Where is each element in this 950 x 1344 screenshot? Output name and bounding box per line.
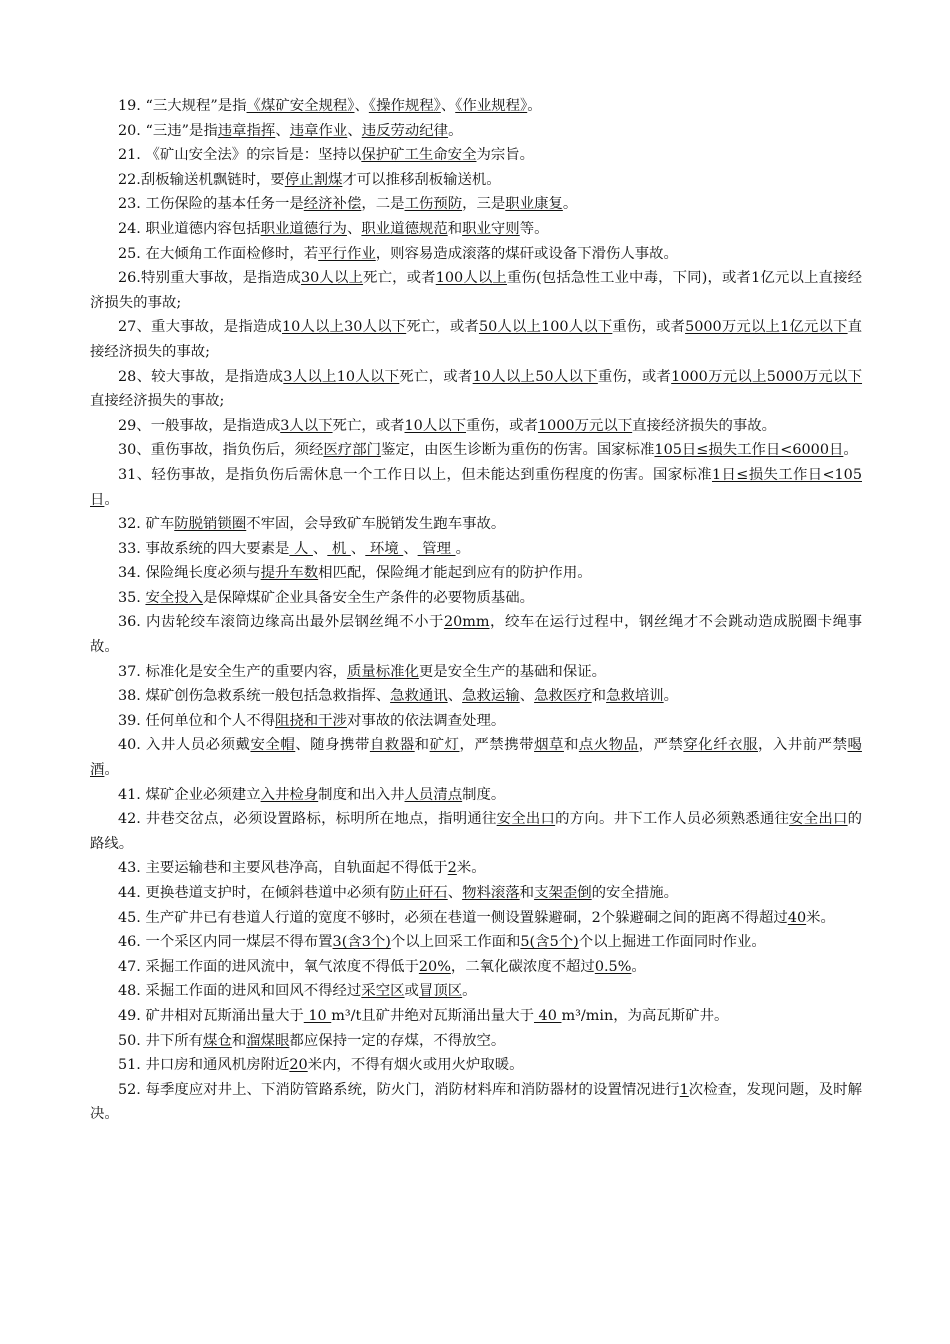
question-text: 、 xyxy=(519,688,535,705)
question-text: 19. “三大规程”是指 xyxy=(118,98,247,114)
question-text: ，二是 xyxy=(361,196,405,213)
question-text: 、 xyxy=(447,885,463,901)
list-item xyxy=(90,906,862,931)
answer-blank: 物料滚落 xyxy=(462,885,520,901)
question-text: ，三是 xyxy=(462,196,506,213)
answer-blank: 《煤矿安全规程》 xyxy=(246,98,355,114)
question-text: 33. 事故系统的四大要素是 xyxy=(118,540,290,557)
answer-blank: 停止割煤 xyxy=(284,171,343,188)
question-text: 43. 主要运输巷和主要风巷净高，自轨面起不得低于 xyxy=(118,860,448,877)
question-text: 、 xyxy=(350,540,366,557)
question-text: 21. 《矿山安全法》的宗旨是：坚持以 xyxy=(118,147,362,164)
answer-blank: 5000万元以上1亿元以下 xyxy=(685,319,848,336)
question-text: 次检查，发现问题，及时解决。 xyxy=(90,1081,862,1123)
question-text: 37. 标准化是安全生产的重要内容， xyxy=(118,663,347,680)
answer-blank: 1000万元以上5000万元以下 xyxy=(671,368,863,385)
question-text: 34. 保险绳长度必须与 xyxy=(118,565,261,582)
question-text: 20. “三违”是指 xyxy=(118,122,218,139)
answer-blank: 矿灯 xyxy=(429,737,460,754)
question-text: 。 xyxy=(455,540,470,557)
question-text: 死亡，或者 xyxy=(406,319,479,336)
question-text: 47. 采掘工作面的进风流中，氧气浓度不得低于 xyxy=(118,958,419,975)
question-text: 死亡，或者 xyxy=(332,417,405,434)
question-text: 35. xyxy=(118,589,146,606)
question-text: 32. 矿车 xyxy=(118,516,175,533)
question-text: 。 xyxy=(448,122,463,139)
question-text: 45. 生产矿井已有巷道人行道的宽度不够时，必须在巷道一侧设置躲避硐，2个躲避硐之间的距离不得超过 xyxy=(118,909,788,926)
answer-blank: 自救器 xyxy=(369,737,415,754)
list-item xyxy=(90,266,862,315)
question-text: 39. 任何单位和个人不得 xyxy=(118,712,275,729)
list-item xyxy=(90,1053,862,1078)
answer-blank: 职业道德规范 xyxy=(361,220,448,237)
question-text: 27、重大事故，是指造成 xyxy=(118,319,282,336)
answer-blank: 管理 xyxy=(417,540,456,557)
answer-blank: 提升车数 xyxy=(260,565,319,582)
question-text: 36. 内齿轮绞车滚筒边缘高出最外层钢丝绳不小于 xyxy=(118,614,444,631)
answer-blank: 50人以上100人以下 xyxy=(478,319,613,336)
answer-blank: 支架歪倒 xyxy=(534,885,592,901)
answer-blank: 职业守则 xyxy=(462,220,520,237)
answer-blank: 100人以上 xyxy=(435,270,507,287)
question-text: 米内，不得有烟火或用火炉取暖。 xyxy=(307,1057,524,1074)
answer-blank: 105日≤损失工作日<6000日 xyxy=(654,442,844,459)
answer-blank: 保护矿工生命安全 xyxy=(361,147,477,164)
question-text: 为宗旨。 xyxy=(476,147,535,164)
question-text: 死亡，或者 xyxy=(399,368,473,385)
list-item xyxy=(90,610,862,659)
question-text: 等。 xyxy=(519,220,549,237)
question-text: 、 xyxy=(440,98,456,114)
question-text: 42. 井巷交岔点，必须设置路标，标明所在地点，指明通往 xyxy=(118,811,497,828)
list-item xyxy=(90,807,862,856)
answer-blank: 5(含5个) xyxy=(520,934,579,951)
list-item xyxy=(90,512,862,537)
question-text: 和 xyxy=(447,220,463,237)
answer-blank: 防止矸石 xyxy=(390,885,448,901)
question-text: 制度。 xyxy=(462,786,506,803)
question-text: ，严禁 xyxy=(638,737,684,754)
question-text: 才可以推移刮板输送机。 xyxy=(342,171,501,188)
question-text: ，则容易造成滚落的煤矸或设备下滑伤人事故。 xyxy=(375,245,678,262)
answer-blank: 安全帽 xyxy=(250,737,296,754)
question-text: 22.刮板输送机飘链时，要 xyxy=(118,171,285,188)
question-text: 的路线。 xyxy=(90,811,862,852)
question-text: 、 xyxy=(447,688,463,705)
list-item xyxy=(90,930,862,955)
question-text: 。 xyxy=(462,983,477,1000)
question-text: 。 xyxy=(104,762,119,779)
answer-blank: 机 xyxy=(327,540,351,557)
question-text: 。 xyxy=(843,442,858,459)
question-text: ，入井前严禁 xyxy=(757,737,848,754)
question-text: 重伤，或者 xyxy=(612,319,686,336)
question-text: 米。 xyxy=(806,909,835,926)
answer-blank: 急救培训 xyxy=(606,688,664,705)
answer-blank: 10人以上30人以下 xyxy=(281,319,407,336)
answer-blank: 40 xyxy=(787,909,807,926)
list-item xyxy=(90,979,862,1004)
answer-blank: 阻挠和干涉 xyxy=(274,712,347,729)
answer-blank: 烟草 xyxy=(534,737,564,754)
question-text: 和 xyxy=(591,688,607,705)
list-item xyxy=(90,709,862,734)
answer-blank: 急救运输 xyxy=(462,688,520,705)
question-text: 是保障煤矿企业具备安全生产条件的必要物质基础。 xyxy=(203,589,535,606)
answer-blank: 冒顶区 xyxy=(418,983,463,1000)
answer-blank: 10 xyxy=(303,1007,332,1024)
question-text: 、 xyxy=(347,122,362,139)
answer-blank: 1 xyxy=(679,1081,689,1098)
answer-blank: 1日≤损失工作日<105日 xyxy=(90,466,862,508)
list-item xyxy=(90,660,862,685)
question-text: 49. 矿井相对瓦斯涌出量大于 xyxy=(118,1007,304,1024)
answer-blank: 人 xyxy=(289,540,313,557)
question-text: 直接经济损失的事故; xyxy=(90,393,225,410)
question-text: ，二氧化碳浓度不超过 xyxy=(450,958,595,975)
answer-blank: 违反劳动纪律 xyxy=(361,122,449,139)
answer-blank: 点火物品 xyxy=(578,737,639,754)
question-text: 直接经济损失的事故。 xyxy=(632,417,777,434)
list-item xyxy=(90,684,862,709)
question-text: 不牢固，会导致矿车脱销发生跑车事故。 xyxy=(246,516,506,533)
list-item xyxy=(90,438,862,463)
answer-blank: 人员清点 xyxy=(404,786,463,803)
question-text: 相匹配，保险绳才能起到应有的防护作用。 xyxy=(318,565,592,582)
question-text: 48. 采掘工作面的进风和回风不得经过 xyxy=(118,983,362,1000)
answer-blank: 职业道德行为 xyxy=(260,220,347,237)
list-item xyxy=(90,1029,862,1054)
question-text: 和 xyxy=(519,885,535,901)
question-text: 和 xyxy=(414,737,430,754)
question-text: 、 xyxy=(346,220,362,237)
list-item xyxy=(90,1078,862,1127)
question-text: 和 xyxy=(563,737,579,754)
question-text: m³/min，为高瓦斯矿井。 xyxy=(561,1007,729,1024)
question-text: 、 xyxy=(354,98,369,114)
list-item xyxy=(90,561,862,586)
answer-blank: 3人以下 xyxy=(280,417,333,434)
list-item xyxy=(90,1004,862,1029)
list-item xyxy=(90,217,862,242)
list-item xyxy=(90,463,862,512)
answer-blank: 急救医疗 xyxy=(534,688,592,705)
question-text: 38. 煤矿创伤急救系统一般包括急救指挥、 xyxy=(118,688,391,705)
question-text: 个以上掘进工作面同时作业。 xyxy=(578,934,766,951)
list-item xyxy=(90,315,862,364)
question-text: 29、一般事故，是指造成 xyxy=(118,417,281,434)
question-text: m³/t且矿井绝对瓦斯涌出量大于 xyxy=(331,1007,534,1024)
answer-blank: 采空区 xyxy=(361,983,405,1000)
question-text: 41. 煤矿企业必须建立 xyxy=(118,786,261,803)
question-text: 米。 xyxy=(456,860,486,877)
question-text: 30、重伤事故，指负伤后，须经 xyxy=(118,442,324,459)
question-text: 、随身携带 xyxy=(295,737,370,754)
list-item xyxy=(90,955,862,980)
question-text: 死亡，或者 xyxy=(363,270,436,287)
list-item xyxy=(90,119,862,144)
document-body xyxy=(90,94,862,1127)
question-text: 。 xyxy=(104,491,119,508)
answer-blank: 10人以下 xyxy=(404,417,466,434)
question-text: ，严禁携带 xyxy=(459,737,535,754)
answer-blank: 3人以上10人以下 xyxy=(283,368,400,385)
question-text: 51. 井口房和通风机房附近 xyxy=(118,1057,290,1074)
question-text: 46. 一个采区内同一煤层不得布置 xyxy=(118,934,333,951)
list-item xyxy=(90,537,862,562)
question-text: 直接经济损失的事故; xyxy=(90,319,862,360)
list-item xyxy=(90,168,862,193)
answer-blank: 穿化纤衣服 xyxy=(683,737,758,754)
question-text: 。 xyxy=(663,688,679,705)
answer-blank: 安全投入 xyxy=(145,589,204,606)
answer-blank: 30人以上 xyxy=(300,270,364,287)
answer-blank: 3(含3个) xyxy=(332,934,391,951)
answer-blank: 20% xyxy=(418,958,451,975)
answer-blank: 20 xyxy=(289,1057,308,1074)
answer-blank: 20mm xyxy=(443,614,490,631)
question-text: 31、轻伤事故，是指负伤后需休息一个工作日以上，但未能达到重伤程度的伤害。国家标准 xyxy=(118,466,713,483)
question-text: 、 xyxy=(403,540,418,557)
question-text: 重伤，或者 xyxy=(466,417,538,434)
question-text: 鉴定，由医生诊断为重伤的伤害。国家标准 xyxy=(380,442,655,459)
question-text: 或 xyxy=(404,983,419,1000)
question-text: 重伤(包括急性工业中毒，下同)，或者1亿元以上直接经济损失的事故; xyxy=(90,270,863,311)
answer-blank: 40 xyxy=(533,1007,562,1024)
answer-blank: 防脱销锁圈 xyxy=(174,516,247,533)
answer-blank: 喝酒 xyxy=(90,737,862,779)
question-text: 制度和出入井 xyxy=(318,786,405,803)
answer-blank: 工伤预防 xyxy=(404,196,463,213)
question-text: 对事故的依法调查处理。 xyxy=(346,712,506,729)
question-text: 都应保持一定的存煤，不得放空。 xyxy=(289,1032,506,1049)
question-text: 44. 更换巷道支护时，在倾斜巷道中必须有 xyxy=(118,885,391,901)
question-text: 的安全措施。 xyxy=(591,885,679,901)
answer-blank: 违章作业 xyxy=(289,122,348,139)
question-text: 40. 入井人员必须戴 xyxy=(118,737,251,754)
answer-blank: 《作业规程》 xyxy=(455,98,528,114)
list-item xyxy=(90,143,862,168)
question-text: 。 xyxy=(527,98,542,114)
question-text: 26.特别重大事故，是指造成 xyxy=(118,270,301,287)
answer-blank: 违章指挥 xyxy=(217,122,276,139)
list-item xyxy=(90,856,862,881)
question-text: 重伤，或者 xyxy=(597,368,672,385)
answer-blank: 安全出口 xyxy=(496,811,556,828)
question-text: 。 xyxy=(562,196,578,213)
list-item xyxy=(90,783,862,808)
question-text: 28、较大事故，是指造成 xyxy=(118,368,284,385)
answer-blank: 《操作规程》 xyxy=(368,98,441,114)
answer-blank: 入井检身 xyxy=(260,786,319,803)
question-text: 。 xyxy=(631,958,646,975)
answer-blank: 0.5% xyxy=(594,958,632,975)
question-text: 更是安全生产的基础和保证。 xyxy=(418,663,606,680)
answer-blank: 煤仓 xyxy=(203,1032,232,1049)
answer-blank: 溜煤眼 xyxy=(246,1032,290,1049)
list-item xyxy=(90,94,862,119)
question-text: 50. 井下所有 xyxy=(118,1032,204,1049)
question-text: 24. 职业道德内容包括 xyxy=(118,220,261,237)
list-item xyxy=(90,586,862,611)
question-text: 、 xyxy=(275,122,290,139)
list-item xyxy=(90,365,862,414)
question-text: 52. 每季度应对井上、下消防管路系统，防火门，消防材料库和消防器材的设置情况进行 xyxy=(118,1081,680,1098)
answer-blank: 医疗部门 xyxy=(323,442,381,459)
question-text: 、 xyxy=(312,540,328,557)
answer-blank: 10人以上50人以下 xyxy=(472,368,598,385)
answer-blank: 经济补偿 xyxy=(303,196,362,213)
answer-blank: 环境 xyxy=(365,540,404,557)
answer-blank: 2 xyxy=(447,860,457,877)
answer-blank: 安全出口 xyxy=(789,811,848,828)
answer-blank: 1000万元以下 xyxy=(537,417,633,434)
question-text: 和 xyxy=(231,1032,247,1049)
list-item xyxy=(90,192,862,217)
answer-blank: 质量标准化 xyxy=(346,663,419,680)
list-item xyxy=(90,733,862,782)
answer-blank: 急救通讯 xyxy=(390,688,448,705)
question-text: 23. 工伤保险的基本任务一是 xyxy=(118,196,304,213)
list-item xyxy=(90,242,862,267)
question-text: ，绞车在运行过程中，钢丝绳才不会跳动造成脱圈卡绳事故。 xyxy=(90,614,862,656)
answer-blank: 平行作业 xyxy=(318,245,376,262)
answer-blank: 职业康复 xyxy=(505,196,563,213)
question-text: 个以上回采工作面和 xyxy=(390,934,521,951)
question-text: 25. 在大倾角工作面检修时，若 xyxy=(118,245,319,262)
list-item xyxy=(90,881,862,906)
question-text: 的方向。井下工作人员必须熟悉通往 xyxy=(555,811,790,828)
list-item xyxy=(90,414,862,439)
